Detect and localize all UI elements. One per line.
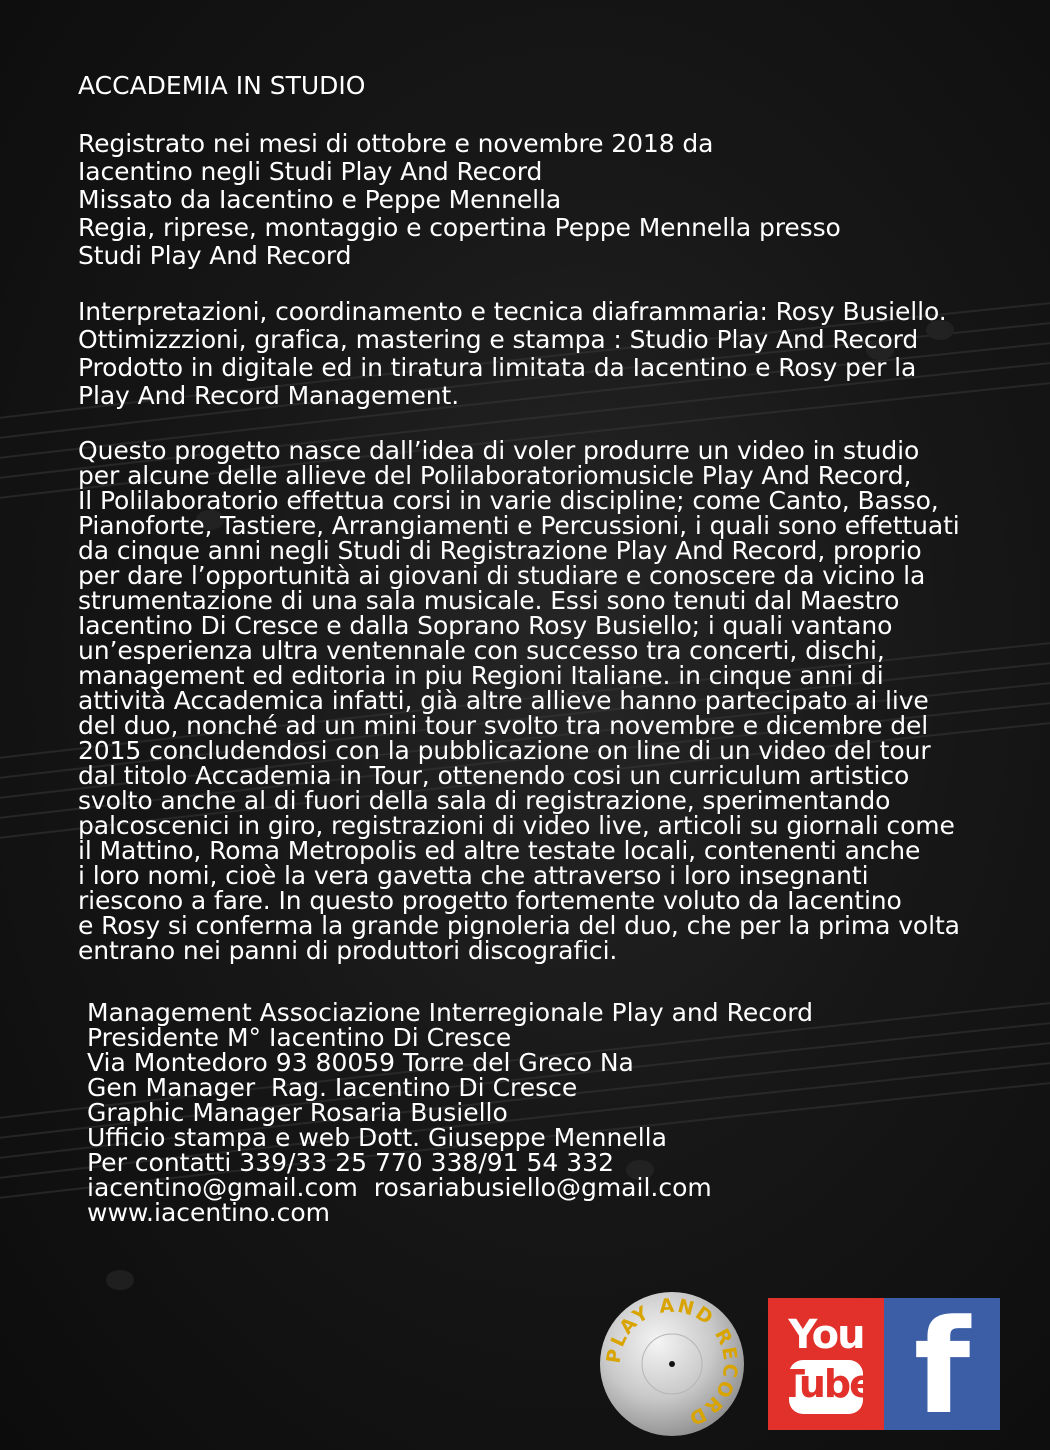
credits-line: Studi Play And Record: [78, 241, 352, 270]
management-contacts: [87, 1000, 813, 1225]
description-line: Pianoforte, Tastiere, Arrangiamenti e Percussioni, i quali sono effettuati: [78, 511, 960, 540]
facebook-icon[interactable]: [884, 1291, 1000, 1443]
credits-line: Regia, riprese, montaggio e copertina Peppe Mennella presso: [78, 213, 841, 242]
credits-line: Iacentino negli Studi Play And Record: [78, 157, 543, 186]
description-line: del duo, nonché ad un mini tour svolto tra novembre e dicembre del: [78, 711, 929, 740]
description-line: per dare l’opportunità ai giovani di studiare e conoscere da vicino la: [78, 561, 926, 590]
youtube-tube-text: Tube: [779, 1362, 873, 1406]
description-line: Il Polilaboratorio effettua corsi in varie discipline; come Canto, Basso,: [78, 486, 939, 515]
description-line: riescono a fare. In questo progetto fortemente voluto da Iacentino: [78, 886, 902, 915]
description-line: 2015 concludendosi con la pubblicazione on line di un video del tour: [78, 736, 931, 765]
management-line: Presidente M° Iacentino Di Cresce: [87, 1023, 512, 1052]
production-block: [78, 298, 1018, 410]
management-line: Graphic Manager Rosaria Busiello: [87, 1098, 508, 1127]
description-line: management ed editoria in piu Regioni Italiane. in cinque anni di: [78, 661, 884, 690]
website-link[interactable]: www.iacentino.com: [87, 1198, 331, 1227]
description-line: i loro nomi, cioè la vera gavetta che attraverso i loro insegnanti: [78, 861, 869, 890]
play-and-record-logo: [599, 1291, 745, 1437]
document-body: [78, 70, 1018, 991]
email-contacts: iacentino@gmail.com rosariabusiello@gmail.com: [87, 1173, 712, 1202]
management-line: Management Associazione Interregionale Play and Record: [87, 998, 813, 1027]
management-line: Ufficio stampa e web Dott. Giuseppe Mennella: [87, 1123, 667, 1152]
description-block: [78, 438, 1018, 963]
description-line: entrano nei panni di produttori discografici.: [78, 936, 618, 965]
svg-text:PLAY AND RECORD: PLAY AND RECORD: [602, 1294, 742, 1431]
description-line: palcoscenici in giro, registrazioni di video live, articoli su giornali come: [78, 811, 955, 840]
management-line: Gen Manager Rag. Iacentino Di Cresce: [87, 1073, 578, 1102]
description-line: Iacentino Di Cresce e dalla Soprano Rosy Busiello; i quali vantano: [78, 611, 893, 640]
management-line: Via Montedoro 93 80059 Torre del Greco Na: [87, 1048, 634, 1077]
description-line: dal titolo Accademia in Tour, ottenendo cosi un curriculum artistico: [78, 761, 910, 790]
description-line: da cinque anni negli Studi di Registrazione Play And Record, proprio: [78, 536, 922, 565]
production-line: Ottimizzzioni, grafica, mastering e stampa : Studio Play And Record: [78, 325, 919, 354]
facebook-f-glyph: f: [913, 1291, 971, 1443]
page-title: ACCADEMIA IN STUDIO: [78, 71, 366, 100]
phone-contacts: Per contatti 339/33 25 770 338/91 54 332: [87, 1148, 614, 1177]
credits-line: Registrato nei mesi di ottobre e novembre 2018 da: [78, 129, 714, 158]
description-line: per alcune delle allieve del Polilaboratoriomusicle Play And Record,: [78, 461, 912, 490]
youtube-icon[interactable]: [768, 1298, 884, 1430]
description-line: un’esperienza ultra ventennale con successo tra concerti, dischi,: [78, 636, 885, 665]
description-line: Questo progetto nasce dall’idea di voler produrre un video in studio: [78, 436, 920, 465]
credits-line: Missato da Iacentino e Peppe Mennella: [78, 185, 562, 214]
description-line: attività Accademica infatti, già altre allieve hanno partecipato ai live: [78, 686, 929, 715]
credits-block: [78, 130, 1018, 270]
description-line: il Mattino, Roma Metropolis ed altre testate locali, contenenti anche: [78, 836, 921, 865]
description-line: strumentazione di una sala musicale. Essi sono tenuti dal Maestro: [78, 586, 900, 615]
production-line: Play And Record Management.: [78, 381, 460, 410]
production-line: Interpretazioni, coordinamento e tecnica diaframmaria: Rosy Busiello.: [78, 297, 947, 326]
description-line: svolto anche al di fuori della sala di registrazione, sperimentando: [78, 786, 891, 815]
production-line: Prodotto in digitale ed in tiratura limitata da Iacentino e Rosy per la: [78, 353, 917, 382]
description-line: e Rosy si conferma la grande pignoleria del duo, che per la prima volta: [78, 911, 960, 940]
youtube-you-text: You: [788, 1312, 864, 1358]
